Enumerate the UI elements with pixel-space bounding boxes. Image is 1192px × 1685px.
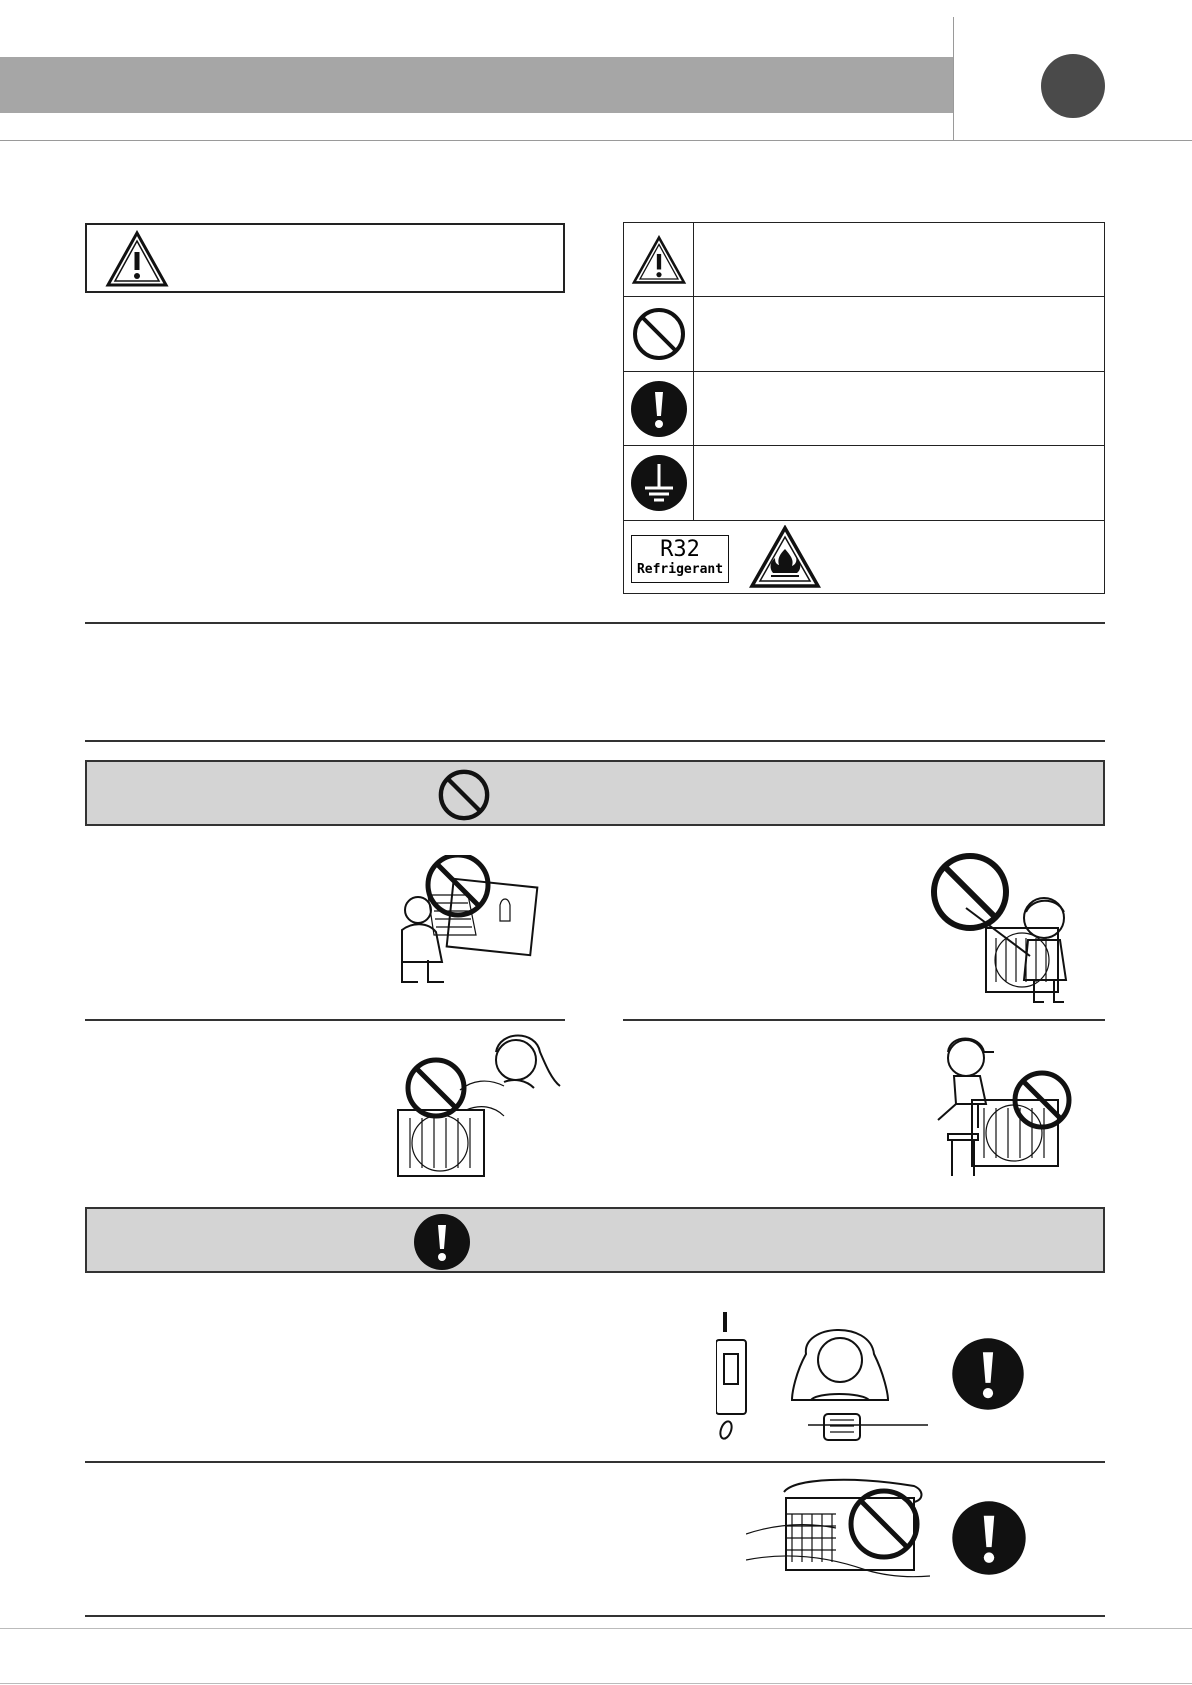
legend-row-earth bbox=[624, 446, 1104, 521]
mandatory-icon bbox=[951, 1500, 1027, 1576]
legend-row-refrigerant bbox=[624, 521, 1104, 593]
spraying-water-illustration bbox=[396, 1030, 566, 1180]
legend-row-mandatory bbox=[624, 372, 1104, 446]
flammable-warning-icon bbox=[749, 525, 821, 589]
row-rule bbox=[85, 1019, 565, 1021]
footer-rule-bottom bbox=[0, 1683, 1192, 1684]
page-number-badge bbox=[1041, 54, 1105, 118]
row-rule bbox=[85, 1461, 1105, 1463]
prohibited-icon bbox=[631, 306, 687, 362]
refrigerant-code: R32 bbox=[660, 537, 700, 562]
snow-covered-unit-illustration bbox=[746, 1474, 930, 1584]
header-rule bbox=[0, 140, 1192, 141]
prohibited-icon bbox=[437, 768, 491, 822]
symbol-legend bbox=[623, 222, 1105, 594]
mandatory-section-band bbox=[85, 1207, 1105, 1273]
mandatory-icon bbox=[630, 380, 688, 438]
prohibited-section-band bbox=[85, 760, 1105, 826]
row-rule bbox=[623, 1019, 1105, 1021]
r32-refrigerant-label bbox=[631, 535, 729, 583]
warning-triangle-icon bbox=[631, 235, 687, 285]
legend-row-prohibited bbox=[624, 297, 1104, 372]
row-rule bbox=[85, 1615, 1105, 1617]
hands-in-outlet-illustration bbox=[388, 855, 543, 990]
header-bar bbox=[0, 57, 954, 113]
earth-ground-icon bbox=[630, 454, 688, 512]
section-rule bbox=[85, 740, 1105, 742]
section-rule bbox=[85, 622, 1105, 624]
child-poking-unit-illustration bbox=[926, 848, 1076, 1013]
legend-row-warning bbox=[624, 223, 1104, 297]
mandatory-icon bbox=[413, 1213, 471, 1271]
refrigerant-label: Refrigerant bbox=[636, 562, 724, 577]
footer-rule bbox=[0, 1628, 1192, 1629]
mandatory-icon bbox=[951, 1337, 1025, 1411]
header-divider bbox=[953, 17, 954, 141]
climbing-on-unit-illustration bbox=[928, 1030, 1078, 1180]
warning-box bbox=[85, 223, 565, 293]
switch-off-and-call-illustration bbox=[716, 1310, 936, 1445]
warning-triangle-icon bbox=[105, 230, 169, 288]
